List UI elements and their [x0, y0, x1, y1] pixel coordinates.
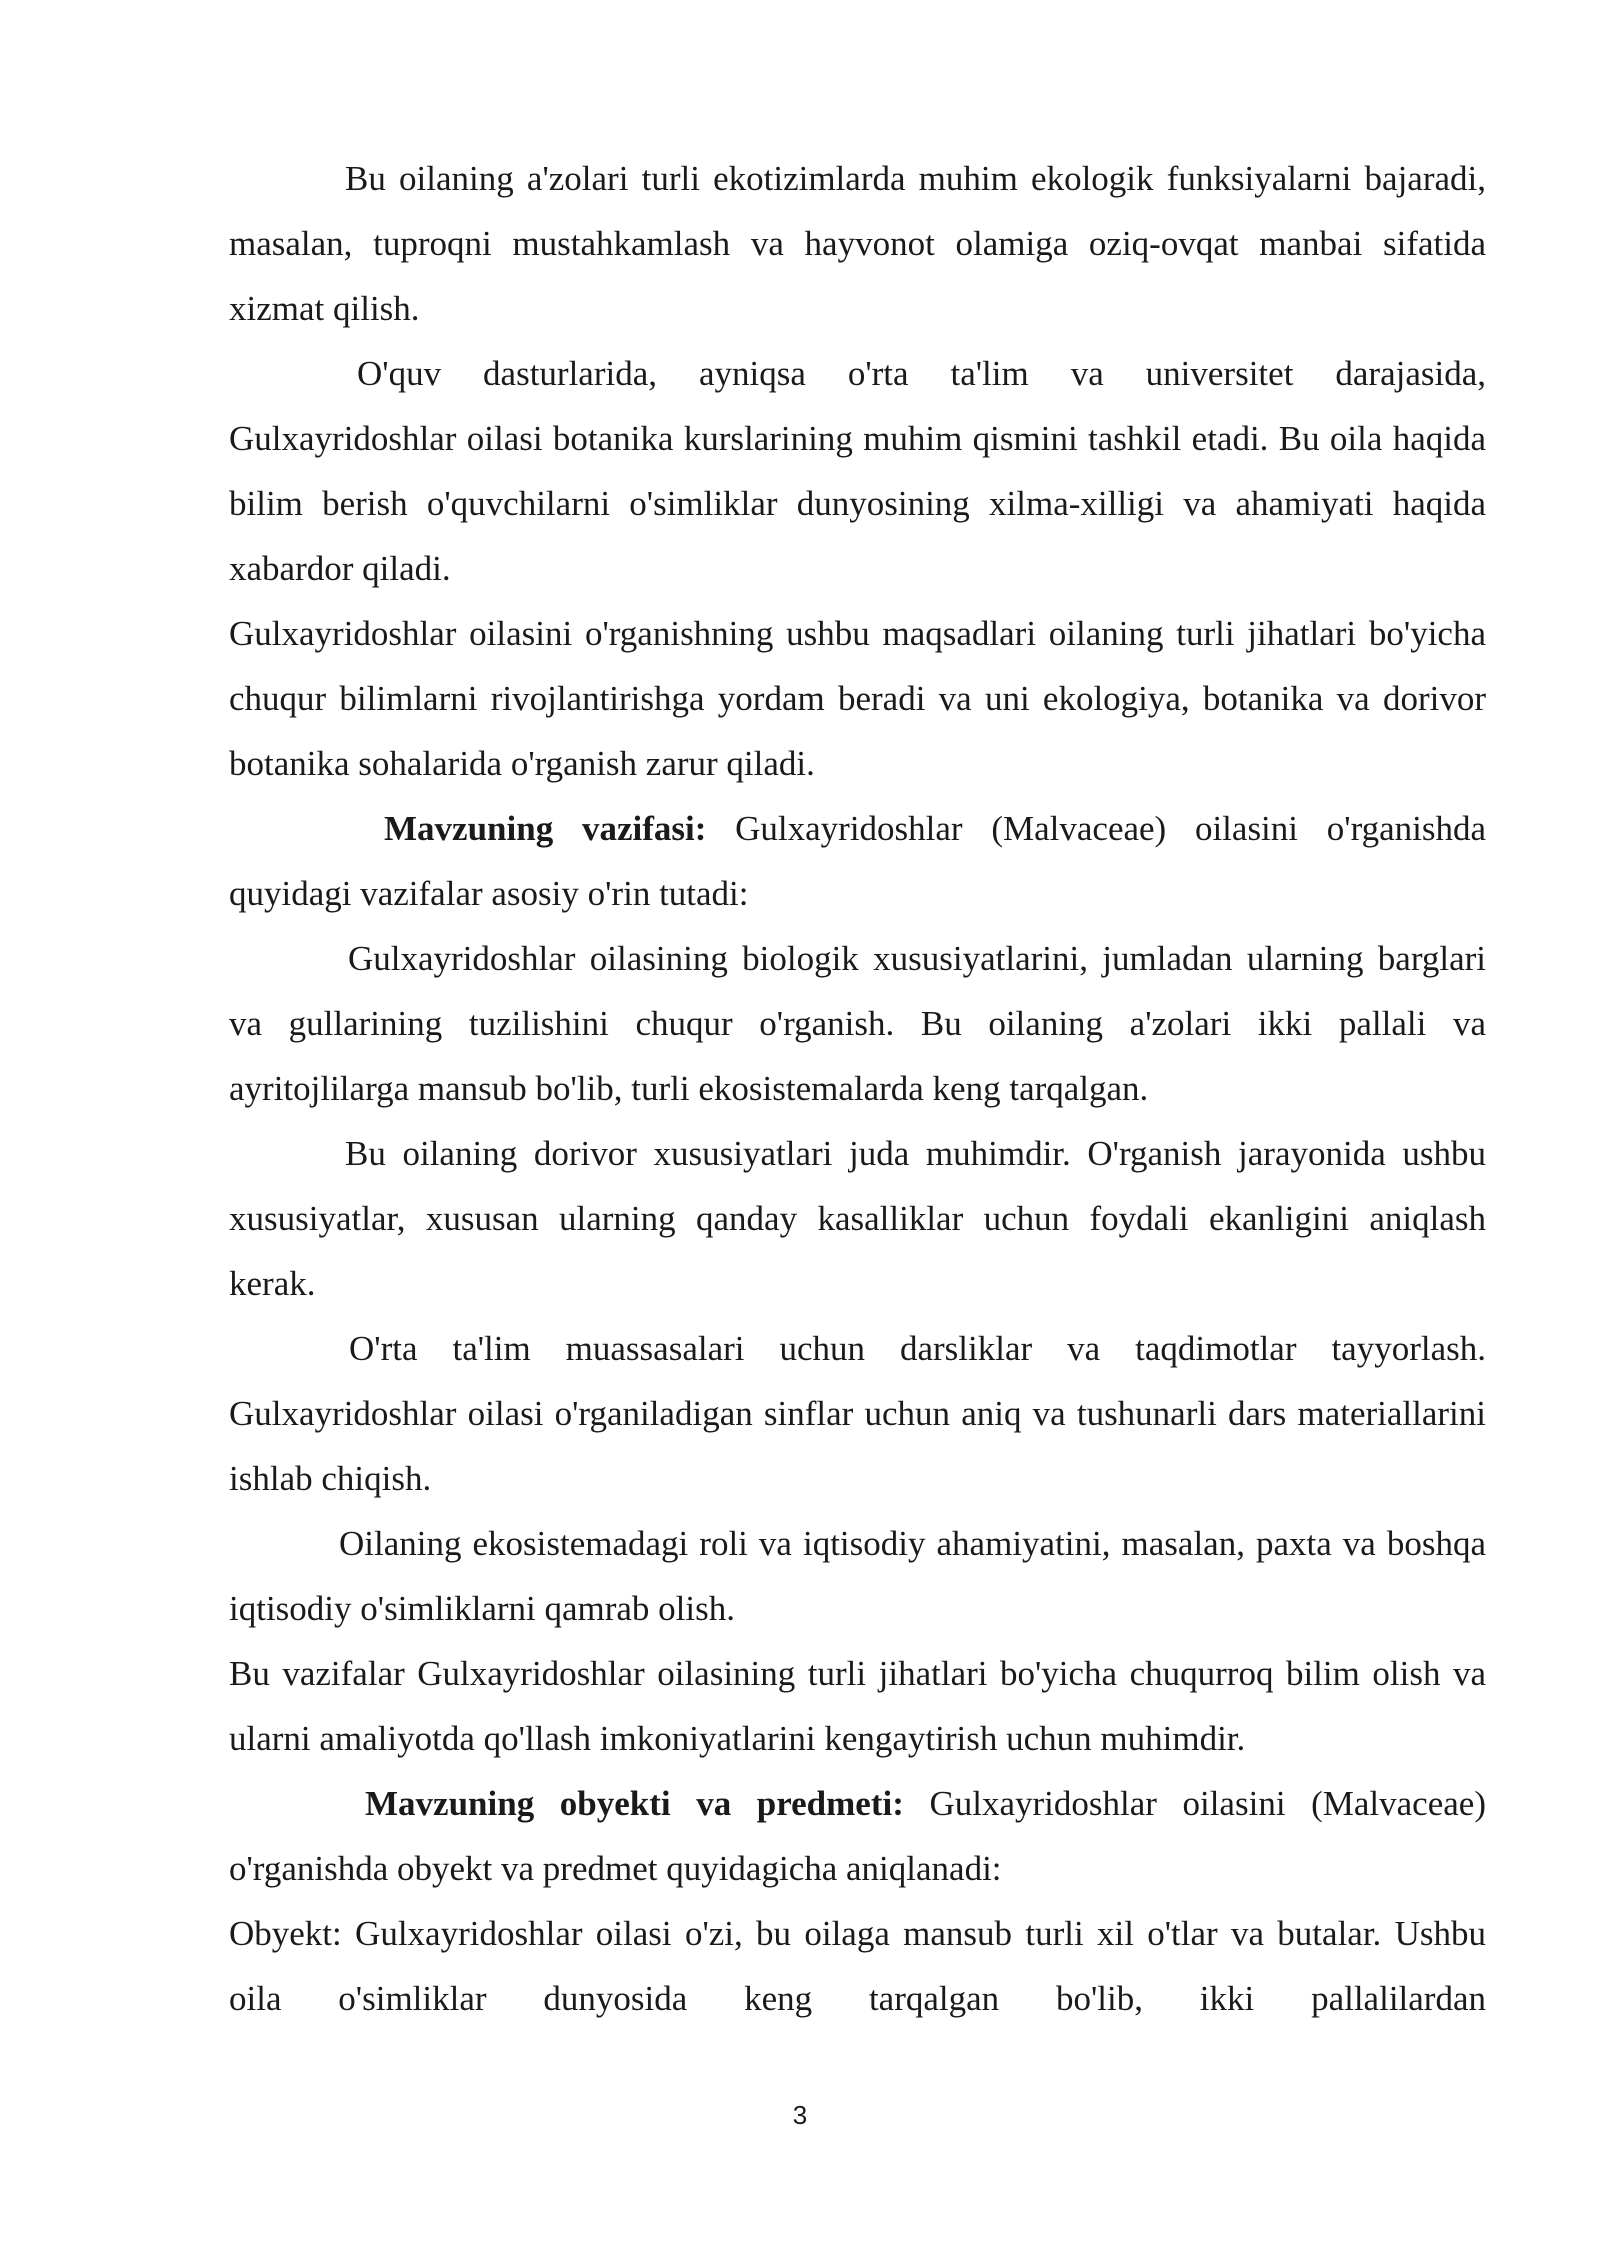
object-subject-heading: Mavzuning obyekti va predmeti:	[365, 1784, 904, 1823]
page-body	[229, 146, 1486, 2031]
paragraph-study-goals: Gulxayridoshlar oilasini o'rganishning ushbu maqsadlari oilaning turli jihatlari bo'yicha chuqur bilimlarni rivojlantirishga yordam beradi va uni ekologiya, botanika va dorivor botanika sohalarida o'rganish zarur qiladi.	[229, 614, 1486, 783]
tasks-intro-text: Gulxayridoshlar (Malvaceae) oilasini o'rganishda quyidagi vazifalar asosiy o'rin tutadi:	[229, 809, 1487, 913]
paragraph-object: Obyekt: Gulxayridoshlar oilasi o'zi, bu oilaga mansub turli xil o'tlar va butalar. Ushbu oila o'simliklar dunyosida keng tarqalgan bo'lib, ikki pallalilardan	[229, 1914, 1486, 2018]
paragraph-ecological-functions: Bu oilaning a'zolari turli ekotizimlarda muhim ekologik funksiyalarni bajaradi, masalan, tuproqni mustahkamlash va hayvonot olamiga oziq-ovqat manbai sifatida xizmat qilish.	[229, 159, 1486, 328]
page-number: 3	[792, 2100, 808, 2130]
paragraph-task-economy: Oilaning ekosistemadagi roli va iqtisodiy ahamiyatini, masalan, paxta va boshqa iqtisodiy o'simliklarni qamrab olish.	[229, 1524, 1486, 1628]
paragraph-tasks-summary: Bu vazifalar Gulxayridoshlar oilasining turli jihatlari bo'yicha chuqurroq bilim olish va ularni amaliyotda qo'llash imkoniyatlarini kengaytirish uchun muhimdir.	[229, 1654, 1486, 1758]
paragraph-object-subject-intro	[229, 1771, 1486, 1901]
paragraph-curriculum: O'quv dasturlarida, ayniqsa o'rta ta'lim va universitet darajasida, Gulxayridoshlar oilasi botanika kurslarining muhim qismini tashkil etadi. Bu oila haqida bilim berish o'quvchilarni o'simliklar dunyosining xilma-xilligi va ahamiyati haqida xabardor qiladi.	[229, 354, 1486, 588]
paragraph-task-biology: Gulxayridoshlar oilasining biologik xususiyatlarini, jumladan ularning barglari va gullarining tuzilishini chuqur o'rganish. Bu oilaning a'zolari ikki pallali va ayritojlilarga mansub bo'lib, turli ekosistemalarda keng tarqalgan.	[229, 939, 1486, 1108]
paragraph-task-education: O'rta ta'lim muassasalari uchun darsliklar va taqdimotlar tayyorlash. Gulxayridoshlar oilasi o'rganiladigan sinflar uchun aniq va tushunarli dars materiallarini ishlab chiqish.	[229, 1329, 1486, 1498]
paragraph-task-medicinal: Bu oilaning dorivor xususiyatlari juda muhimdir. O'rganish jarayonida ushbu xususiyatlar, xususan ularning qanday kasalliklar uchun foydali ekanligini aniqlash kerak.	[229, 1134, 1486, 1303]
tasks-heading: Mavzuning vazifasi:	[384, 809, 707, 848]
paragraph-tasks-intro	[229, 796, 1486, 926]
object-subject-intro-text: Gulxayridoshlar oilasini (Malvaceae) o'rganishda obyekt va predmet quyidagicha aniqlanadi:	[229, 1784, 1486, 1888]
